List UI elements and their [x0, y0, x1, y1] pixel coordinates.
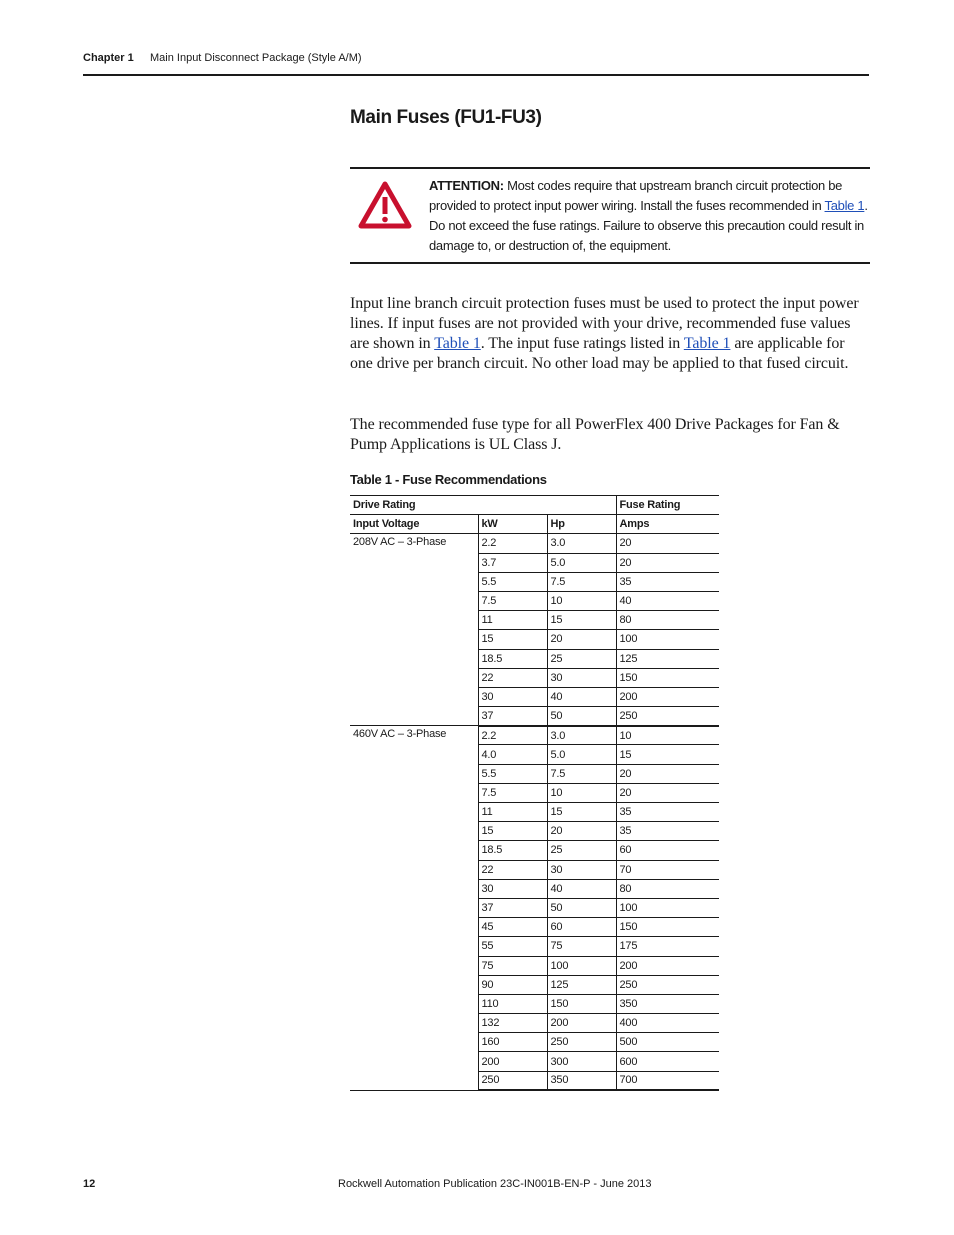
attention-body-end: . Do not exceed the fuse ratings. Failure to observe this precaution could result in damage to, or destruction of, the equipment.: [429, 198, 868, 253]
kw-cell: 7.5: [478, 783, 547, 802]
hp-cell: 30: [547, 860, 616, 879]
table-body: [350, 534, 719, 1090]
hp-cell: 100: [547, 956, 616, 975]
kw-cell: 45: [478, 918, 547, 937]
fuse-type-paragraph: The recommended fuse type for all PowerFlex 400 Drive Packages for Fan & Pump Applications is UL Class J.: [350, 416, 840, 453]
amps-cell: 200: [616, 687, 719, 706]
hp-cell: 50: [547, 707, 616, 726]
amps-cell: 250: [616, 975, 719, 994]
amps-cell: 10: [616, 726, 719, 745]
table-row: [350, 534, 719, 553]
kw-cell: 22: [478, 860, 547, 879]
drive-rating-header: Drive Rating: [350, 496, 616, 515]
kw-cell: 160: [478, 1033, 547, 1052]
hp-cell: 3.0: [547, 534, 616, 553]
amps-cell: 20: [616, 534, 719, 553]
kw-cell: 30: [478, 879, 547, 898]
hp-cell: 300: [547, 1052, 616, 1071]
hp-cell: 150: [547, 994, 616, 1013]
hp-cell: 250: [547, 1033, 616, 1052]
chapter-title: Main Input Disconnect Package (Style A/M): [150, 52, 362, 64]
page-header: [83, 52, 362, 64]
table-row: [350, 726, 719, 745]
fuse-recommendations-table: [350, 495, 719, 1091]
kw-cell: 55: [478, 937, 547, 956]
hp-cell: 7.5: [547, 572, 616, 591]
paragraph-text: are applicable for one drive per branch circuit. No other load may be applied to that fused circuit.: [350, 335, 849, 372]
attention-table-link[interactable]: Table 1: [824, 198, 865, 213]
kw-cell: 250: [478, 1071, 547, 1090]
kw-header: kW: [478, 515, 547, 534]
kw-cell: 5.5: [478, 572, 547, 591]
kw-cell: 200: [478, 1052, 547, 1071]
attention-body: Most codes require that upstream branch circuit protection be provided to protect input power wiring. Install the fuses recommended in: [429, 178, 843, 213]
kw-cell: 22: [478, 668, 547, 687]
table-caption: Table 1 - Fuse Recommendations: [350, 472, 547, 487]
amps-cell: 20: [616, 764, 719, 783]
hp-header: Hp: [547, 515, 616, 534]
amps-cell: 250: [616, 707, 719, 726]
hp-cell: 30: [547, 668, 616, 687]
fuse-rating-header: Fuse Rating: [616, 496, 719, 515]
hp-cell: 125: [547, 975, 616, 994]
amps-cell: 35: [616, 822, 719, 841]
input-voltage-cell: 460V AC – 3-Phase: [350, 726, 478, 1091]
kw-cell: 110: [478, 994, 547, 1013]
table-link-2[interactable]: Table 1: [683, 335, 731, 352]
kw-cell: 2.2: [478, 534, 547, 553]
warning-triangle-icon: [358, 181, 412, 229]
kw-cell: 7.5: [478, 591, 547, 610]
kw-cell: 37: [478, 707, 547, 726]
amps-cell: 35: [616, 572, 719, 591]
hp-cell: 25: [547, 649, 616, 668]
amps-cell: 150: [616, 668, 719, 687]
table-group-header-row: [350, 496, 719, 515]
amps-cell: 80: [616, 879, 719, 898]
table-link-1[interactable]: Table 1: [434, 335, 481, 352]
hp-cell: 15: [547, 611, 616, 630]
hp-cell: 75: [547, 937, 616, 956]
hp-cell: 350: [547, 1071, 616, 1090]
amps-cell: 600: [616, 1052, 719, 1071]
kw-cell: 11: [478, 803, 547, 822]
amps-cell: 15: [616, 745, 719, 764]
amps-cell: 40: [616, 591, 719, 610]
hp-cell: 60: [547, 918, 616, 937]
hp-cell: 5.0: [547, 553, 616, 572]
amps-cell: 150: [616, 918, 719, 937]
kw-cell: 15: [478, 630, 547, 649]
kw-cell: 37: [478, 898, 547, 917]
section-title: Main Fuses (FU1-FU3): [350, 107, 542, 128]
table-column-header-row: [350, 515, 719, 534]
publication-info: Rockwell Automation Publication 23C-IN001B-EN-P - June 2013: [338, 1178, 652, 1190]
kw-cell: 75: [478, 956, 547, 975]
kw-cell: 15: [478, 822, 547, 841]
header-divider: [83, 74, 869, 76]
amps-cell: 400: [616, 1014, 719, 1033]
kw-cell: 18.5: [478, 841, 547, 860]
hp-cell: 25: [547, 841, 616, 860]
amps-cell: 100: [616, 630, 719, 649]
hp-cell: 40: [547, 687, 616, 706]
fuse-paragraph: [350, 294, 870, 374]
amps-cell: 20: [616, 553, 719, 572]
amps-cell: 700: [616, 1071, 719, 1090]
kw-cell: 11: [478, 611, 547, 630]
attention-label: ATTENTION:: [429, 178, 504, 193]
kw-cell: 30: [478, 687, 547, 706]
amps-cell: 125: [616, 649, 719, 668]
hp-cell: 40: [547, 879, 616, 898]
amps-cell: 200: [616, 956, 719, 975]
hp-cell: 10: [547, 591, 616, 610]
input-voltage-header: Input Voltage: [350, 515, 478, 534]
hp-cell: 10: [547, 783, 616, 802]
kw-cell: 3.7: [478, 553, 547, 572]
amps-header: Amps: [616, 515, 719, 534]
amps-cell: 500: [616, 1033, 719, 1052]
hp-cell: 50: [547, 898, 616, 917]
input-voltage-cell: 208V AC – 3-Phase: [350, 534, 478, 726]
kw-cell: 4.0: [478, 745, 547, 764]
attention-text: [429, 176, 869, 256]
amps-cell: 70: [616, 860, 719, 879]
hp-cell: 3.0: [547, 726, 616, 745]
hp-cell: 20: [547, 822, 616, 841]
amps-cell: 60: [616, 841, 719, 860]
amps-cell: 175: [616, 937, 719, 956]
kw-cell: 2.2: [478, 726, 547, 745]
hp-cell: 200: [547, 1014, 616, 1033]
hp-cell: 15: [547, 803, 616, 822]
kw-cell: 132: [478, 1014, 547, 1033]
kw-cell: 90: [478, 975, 547, 994]
hp-cell: 5.0: [547, 745, 616, 764]
kw-cell: 18.5: [478, 649, 547, 668]
hp-cell: 20: [547, 630, 616, 649]
amps-cell: 20: [616, 783, 719, 802]
amps-cell: 350: [616, 994, 719, 1013]
amps-cell: 100: [616, 898, 719, 917]
amps-cell: 35: [616, 803, 719, 822]
chapter-label: Chapter 1: [83, 52, 134, 64]
paragraph-text: Input line branch circuit protection fuses must be used to protect the input power lines. If input fuses are not provided with your drive, recommended fuse values are shown in: [350, 295, 859, 352]
amps-cell: 80: [616, 611, 719, 630]
hp-cell: 7.5: [547, 764, 616, 783]
attention-box: [350, 167, 870, 264]
page-number: 12: [83, 1178, 96, 1190]
paragraph-text: . The input fuse ratings listed in: [480, 335, 681, 352]
kw-cell: 5.5: [478, 764, 547, 783]
